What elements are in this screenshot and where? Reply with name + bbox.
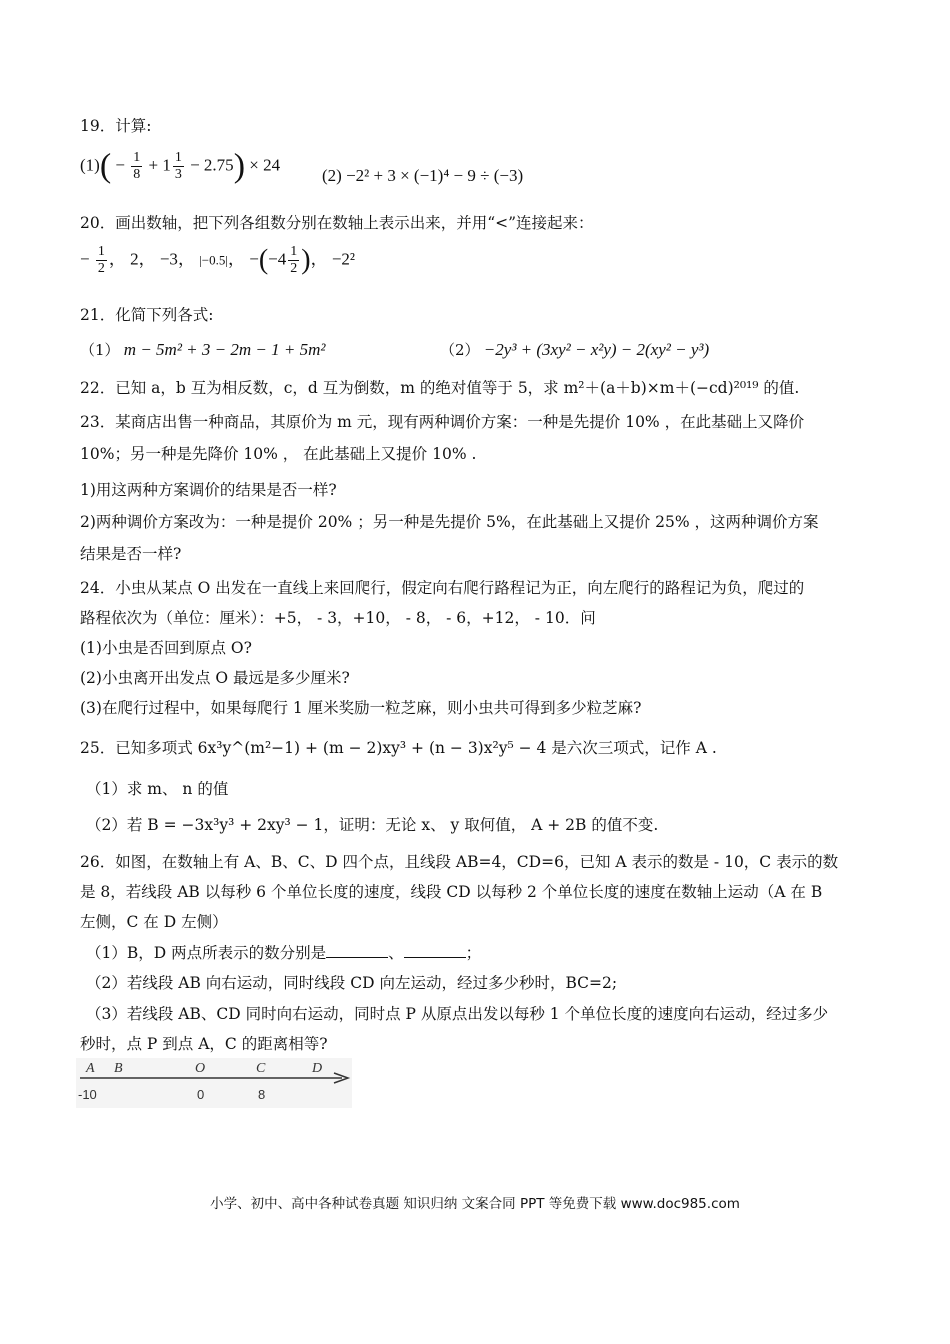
q25-line2: （1）求 m、 n 的值 bbox=[86, 780, 229, 798]
q21-title: 21．化简下列各式: bbox=[80, 306, 214, 324]
q25-line1: 25．已知多项式 6x³y^(m²−1) + (m − 2)xy³ + (n − 3)x²y⁵ − 4 是六次三项式，记作 A . bbox=[80, 739, 717, 757]
q23-line1: 23．某商店出售一种商品，其原价为 m 元，现有两种调价方案：一种是先提价 10% ，在此基础上又降价 bbox=[80, 413, 805, 431]
q24-line3: (1)小虫是否回到原点 O? bbox=[80, 639, 252, 657]
q24-line1: 24．小虫从某点 O 出发在一直线上来回爬行，假定向右爬行路程记为正，向左爬行的路程记为负，爬过的 bbox=[80, 579, 805, 597]
q26-line4: （1）B，D 两点所表示的数分别是 、 ； bbox=[86, 944, 482, 962]
label-A: A bbox=[86, 1061, 95, 1076]
q19-frac-a: $\frac{1}{8}$ bbox=[133, 150, 141, 182]
answer-blank-b bbox=[326, 943, 388, 958]
q23-line3: 1)用这两种方案调价的结果是否一样? bbox=[80, 481, 337, 499]
q26-line2: 是 8，若线段 AB 以每秒 6 个单位长度的速度，线段 CD 以每秒 2 个单位长度的速度在数轴上运动（A 在 B bbox=[80, 883, 823, 901]
tick-8: 8 bbox=[258, 1087, 266, 1102]
q19-p2-expr: −2² + 3 × (−1)⁴ − 9 ÷ (−3) bbox=[346, 166, 524, 185]
q20-numbers: − $\frac{1}{2}$ ， 2， −3， |−0.5|， −(−4 $\frac{1}{2}$ )， −2² bbox=[80, 244, 356, 276]
label-O: O bbox=[195, 1061, 206, 1076]
label-C: C bbox=[256, 1061, 266, 1076]
q19-p1-label: (1) bbox=[80, 155, 100, 175]
q23-line5: 结果是否一样? bbox=[80, 545, 182, 563]
q23-line4: 2)两种调价方案改为：一种是提价 20% ；另一种是先提价 5%，在此基础上又提价 25% ，这两种调价方案 bbox=[80, 513, 819, 531]
q20-n1: $\frac{1}{2}$ bbox=[97, 244, 105, 276]
q26-line6: （3）若线段 AB、CD 同时向右运动，同时点 P 从原点出发以每秒 1 个单位长度的速度向右运动，经过多少 bbox=[86, 1005, 829, 1023]
q26-line7: 秒时，点 P 到点 A，C 的距离相等? bbox=[80, 1035, 328, 1053]
q26-line5: （2）若线段 AB 向右运动，同时线段 CD 向左运动，经过多少秒时，BC=2; bbox=[86, 974, 618, 992]
q24-line2: 路程依次为（单位：厘米）：+5， - 3，+10， - 8， - 6，+12， - 10．问 bbox=[80, 609, 596, 627]
q25-line3: （2）若 B = −3x³y³ + 2xy³ − 1，证明：无论 x、 y 取何值， A + 2B 的值不变. bbox=[86, 816, 659, 834]
q26-line1: 26．如图，在数轴上有 A、B、C、D 四个点，且线段 AB=4，CD=6，已知 A 表示的数是 - 10，C 表示的数 bbox=[80, 853, 839, 871]
label-B: B bbox=[114, 1061, 123, 1076]
tick-0: 0 bbox=[197, 1087, 205, 1102]
q24-line5: (3)在爬行过程中，如果每爬行 1 厘米奖励一粒芝麻，则小虫共可得到多少粒芝麻? bbox=[80, 699, 642, 717]
q19-p1-tail: × 24 bbox=[249, 155, 281, 175]
page-footer: 小学、初中、高中各种试卷真题 知识归纳 文案合同 PPT 等免费下载 www.doc985.com bbox=[210, 1196, 740, 1212]
q24-line4: (2)小虫离开出发点 O 最远是多少厘米? bbox=[80, 669, 350, 687]
number-line-figure bbox=[76, 1058, 352, 1108]
q21-part1: （1） m − 5m² + 3 − 2m − 1 + 5m² bbox=[80, 340, 326, 359]
q20-n5: $\frac{1}{2}$ bbox=[290, 244, 298, 276]
q26-line3: 左侧，C 在 D 左侧） bbox=[80, 913, 228, 931]
q19-part1: (1)( − $\frac{1}{8}$ + 1 $\frac{1}{3}$ − 2.75) × 24 bbox=[80, 147, 281, 185]
q19-title: 19．计算: bbox=[80, 117, 152, 135]
label-D: D bbox=[312, 1061, 323, 1076]
q21-part2: （2） −2y³ + (3xy² − x²y) − 2(xy² − y³) bbox=[440, 340, 710, 359]
q19-part2: (2) −2² + 3 × (−1)⁴ − 9 ÷ (−3) bbox=[322, 166, 524, 185]
q22-text: 22．已知 a，b 互为相反数，c，d 互为倒数，m 的绝对值等于 5，求 m²＋(a＋b)×m＋(−cd)²⁰¹⁹ 的值. bbox=[80, 379, 800, 397]
tick-minus10: -10 bbox=[78, 1087, 97, 1102]
q23-line2: 10%；另一种是先降价 10% ， 在此基础上又提价 10% . bbox=[80, 445, 477, 463]
q19-frac-b: $\frac{1}{3}$ bbox=[174, 150, 182, 182]
answer-blank-d bbox=[404, 943, 466, 958]
q20-title: 20．画出数轴，把下列各组数分别在数轴上表示出来，并用“<”连接起来： bbox=[80, 214, 594, 232]
